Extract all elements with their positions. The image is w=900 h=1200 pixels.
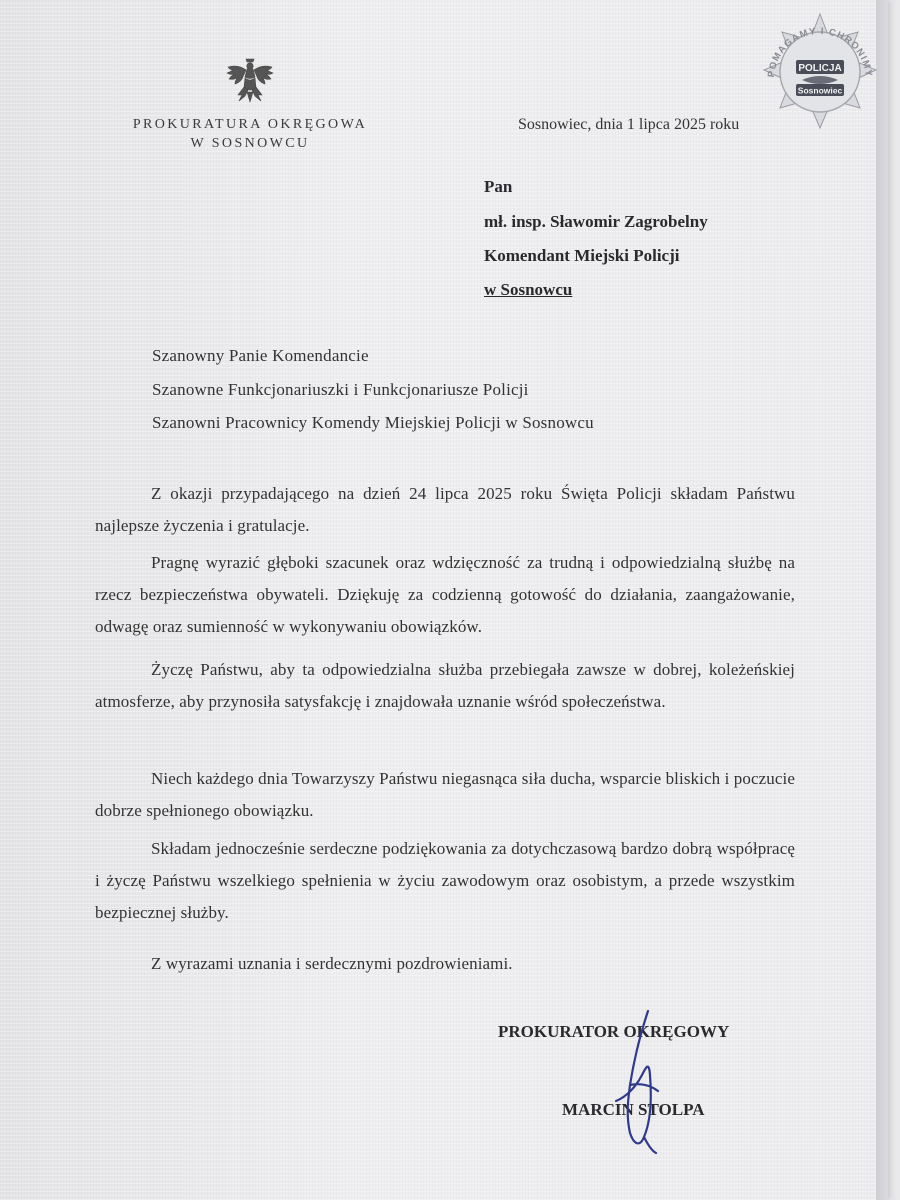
badge-arc-text: POMAGAMY I CHRONIMY <box>765 25 875 78</box>
body-paragraph-2: Pragnę wyrazić głęboki szacunek oraz wdzięczność za trudną i odpowiedzialną służbę na rzecz bezpieczeństwa obywateli. Dziękuję za codzienną gotowość do działania, zaangażowanie, odwagę oraz sumienność w wykonywaniu obowiązków. <box>95 553 795 636</box>
recipient-line-3: Komendant Miejski Policji <box>484 246 680 265</box>
body-paragraph-6: Z wyrazami uznania i serdecznymi pozdrowieniami. <box>151 954 513 973</box>
office-name: PROKURATURA OKRĘGOWA <box>132 117 368 132</box>
body-paragraph-1: Z okazji przypadającego na dzień 24 lipca 2025 roku Święta Policji składam Państwu najlepsze życzenia i gratulacje. <box>95 484 795 535</box>
recipient-line-4: w Sosnowcu <box>484 280 573 299</box>
police-badge-logo <box>752 10 888 140</box>
office-city: W SOSNOWCU <box>190 136 310 151</box>
salutation-line-2: Szanowne Funkcjonariuszki i Funkcjonariusze Policji <box>152 380 529 399</box>
recipient-line-1: Pan <box>484 177 513 196</box>
signatory-title: PROKURATOR OKRĘGOWY <box>498 1022 730 1041</box>
salutation-line-3: Szanowni Pracownicy Komendy Miejskiej Policji w Sosnowcu <box>152 413 594 432</box>
handwritten-signature-icon <box>600 1005 680 1155</box>
letter-date: Sosnowiec, dnia 1 lipca 2025 roku <box>518 116 740 133</box>
body-paragraph-4: Niech każdego dnia Towarzyszy Państwu niegasnąca siła ducha, wsparcie bliskich i poczucie dobrze spełnionego obowiązku. <box>95 769 795 820</box>
badge-label-police: POLICJA <box>798 63 842 74</box>
recipient-line-2: mł. insp. Sławomir Zagrobelny <box>484 212 708 231</box>
eagle-emblem-icon <box>224 56 276 106</box>
signatory-name: MARCIN STOLPA <box>562 1100 705 1119</box>
salutation-line-1: Szanowny Panie Komendancie <box>152 346 369 365</box>
body-paragraph-3: Życzę Państwu, aby ta odpowiedzialna służba przebiegała zawsze w dobrej, koleżeńskiej atmosferze, aby przynosiła satysfakcję i znajdowała uznanie wśród społeczeństwa. <box>95 660 795 711</box>
body-paragraph-5: Składam jednocześnie serdeczne podziękowania za dotychczasową bardzo dobrą współpracę i życzę Państwu wszelkiego spełnienia w życiu zawodowym oraz osobistym, a przede wszystkim bezpiecznej służby. <box>95 839 795 922</box>
paper-edge <box>876 0 888 1200</box>
badge-label-city: Sosnowiec <box>797 85 843 96</box>
